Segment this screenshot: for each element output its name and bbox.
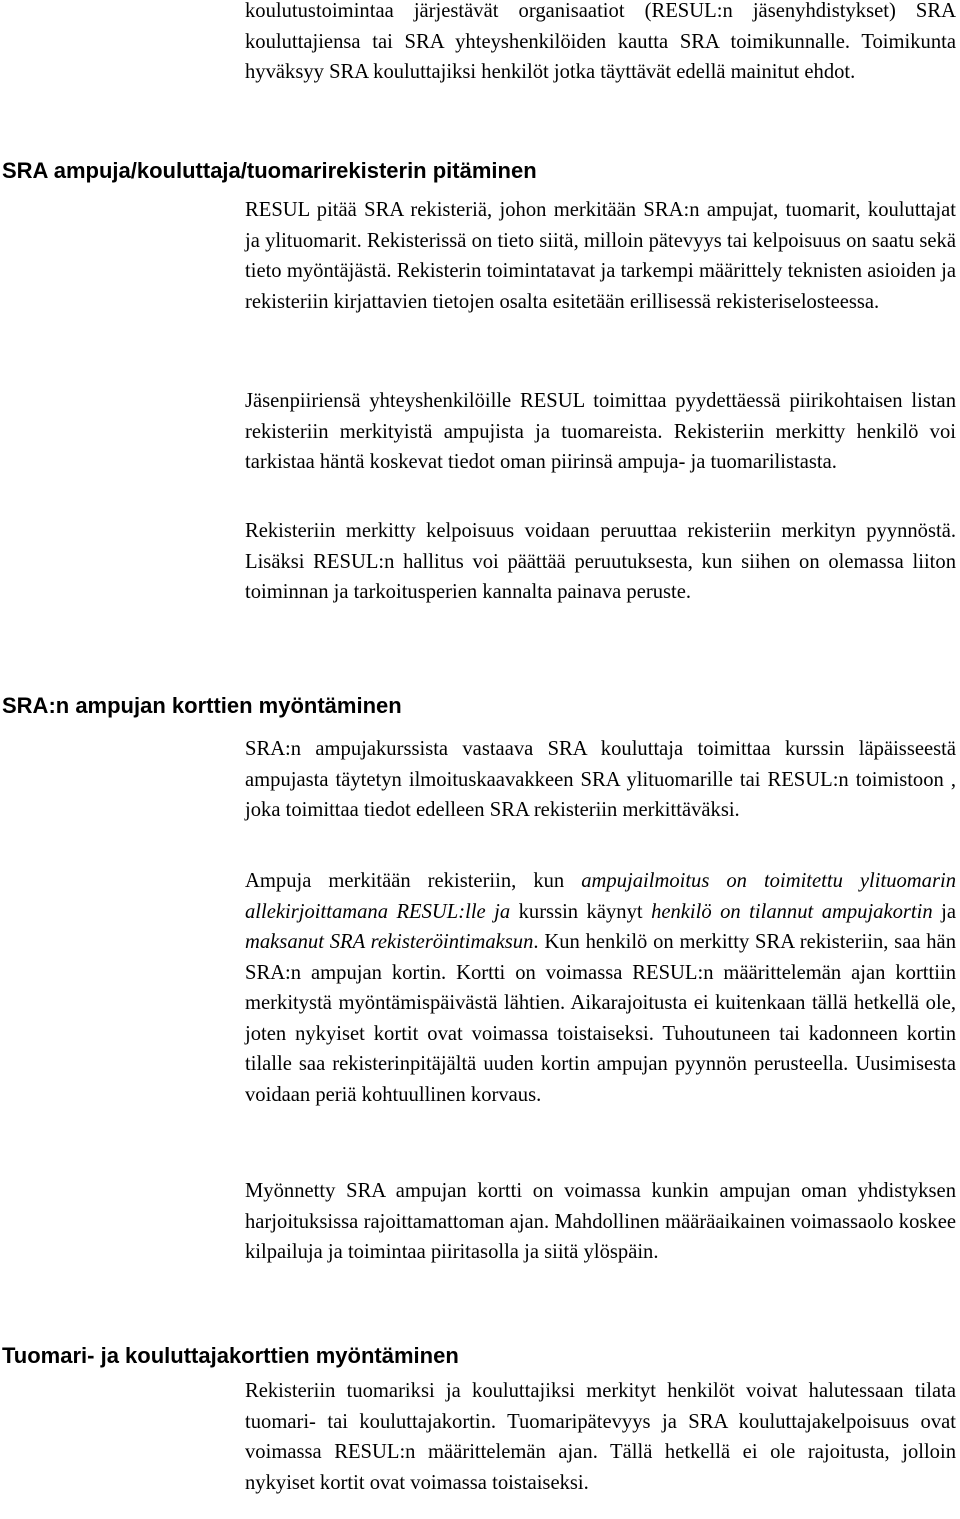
register-paragraph-2: Jäsenpiiriensä yhteyshenkilöille RESUL toimittaa pyydettäessä piirikohtaisen listan rekisteriin merkityistä ampujista ja tuomareista. Rekisteriin merkitty henkilö voi tarkistaa häntä koskevat tiedot oman piirinsä ampuja- ja tuomarilistasta. (245, 390, 956, 473)
shooter-cards-paragraph-3: Myönnetty SRA ampujan kortti on voimassa kunkin ampujan oman yhdistyksen harjoituksissa rajoittamattoman ajan. Mahdollinen määräaikainen voimassaolo koskee kilpailuja ja toimintaa piiritasolla ja siitä ylöspäin. (245, 1180, 956, 1263)
p2-italic-b: ampujailmoitus on toimitettu ylituomarin allekirjoittamana RESUL:lle ja (245, 870, 956, 923)
shooter-cards-paragraph-1: SRA:n ampujakurssista vastaava SRA kouluttaja toimittaa kurssin läpäisseestä ampujasta täytetyn ilmoituskaavakkeen SRA ylituomarille tai RESUL:n toimistoon , joka toimittaa tiedot edelleen SRA rekisteriin merkittäväksi. (245, 738, 956, 821)
register-paragraph-3: Rekisteriin merkitty kelpoisuus voidaan peruuttaa rekisteriin merkityn pyynnöstä. Lisäksi RESUL:n hallitus voi päättää peruutuksesta, kun siihen on olemassa liiton toiminnan ja tarkoitusperien kannalta painava peruste. (245, 520, 956, 603)
p2-italic-f: maksanut SRA rekisteröintimaksun (245, 931, 534, 953)
section-heading-shooter-cards: SRA:n ampujan korttien myöntäminen (2, 693, 402, 718)
intro-paragraph: koulutustoimintaa järjestävät organisaatiot (RESUL:n jäsenyhdistykset) SRA kouluttajiensa tai SRA yhteyshenkilöiden kautta SRA toimikunnalle. Toimikunta hyväksyy SRA kouluttajiksi henkilöt jotka täyttävät edellä mainitut ehdot. (245, 0, 956, 83)
p2-text-a: Ampuja merkitään rekisteriin, kun (245, 870, 582, 892)
section-heading-register: SRA ampuja/kouluttaja/tuomarirekisterin pitäminen (2, 158, 537, 183)
p2-text-g: . Kun henkilö on merkitty SRA rekisteriin, saa hän SRA:n ampujan kortin. Kortti on voimassa RESUL:n määrittelemän ajan korttiin merkitystä myöntämispäivästä lähtien. Aikarajoitusta ei kuitenkaan tällä hetkellä ole, joten nykyiset kortit ovat voimassa toistaiseksi. Tuhoutuneen tai kadonneen kortin tilalle saa rekisterinpitäjältä uuden kortin ampujan pyynnön perusteella. Uusimisesta voidaan periä kohtuullinen korvaus. (245, 931, 956, 1106)
p2-italic-d: henkilö on tilannut ampujakortin (651, 900, 933, 923)
judge-cards-paragraph-1: Rekisteriin tuomariksi ja kouluttajiksi merkityt henkilöt voivat halutessaan tilata tuomari- tai kouluttajakortin. Tuomaripätevyys ja SRA kouluttajakelpoisuus ovat voimassa RESUL:n määrittelemän ajan. Tällä hetkellä ei ole rajoitusta, jolloin nykyiset kortit ovat voimassa toistaiseksi. (245, 1380, 956, 1494)
p2-text-e: ja (932, 900, 957, 923)
shooter-cards-paragraph-2 (245, 866, 956, 1110)
register-paragraph-1: RESUL pitää SRA rekisteriä, johon merkitään SRA:n ampujat, tuomarit, kouluttajat ja ylituomarit. Rekisterissä on tieto siitä, milloin pätevyys tai kelpoisuus on saatu sekä tieto myöntäjästä. Rekisterin toimintatavat ja tarkempi määrittely teknisten asioiden ja rekisteriin kirjattavien tietojen osalta esitetään erillisessä rekisteriselosteessa. (245, 199, 956, 313)
section-heading-judge-cards: Tuomari- ja kouluttajakorttien myöntäminen (2, 1343, 459, 1368)
p2-text-c: kurssin käynyt (510, 900, 652, 923)
